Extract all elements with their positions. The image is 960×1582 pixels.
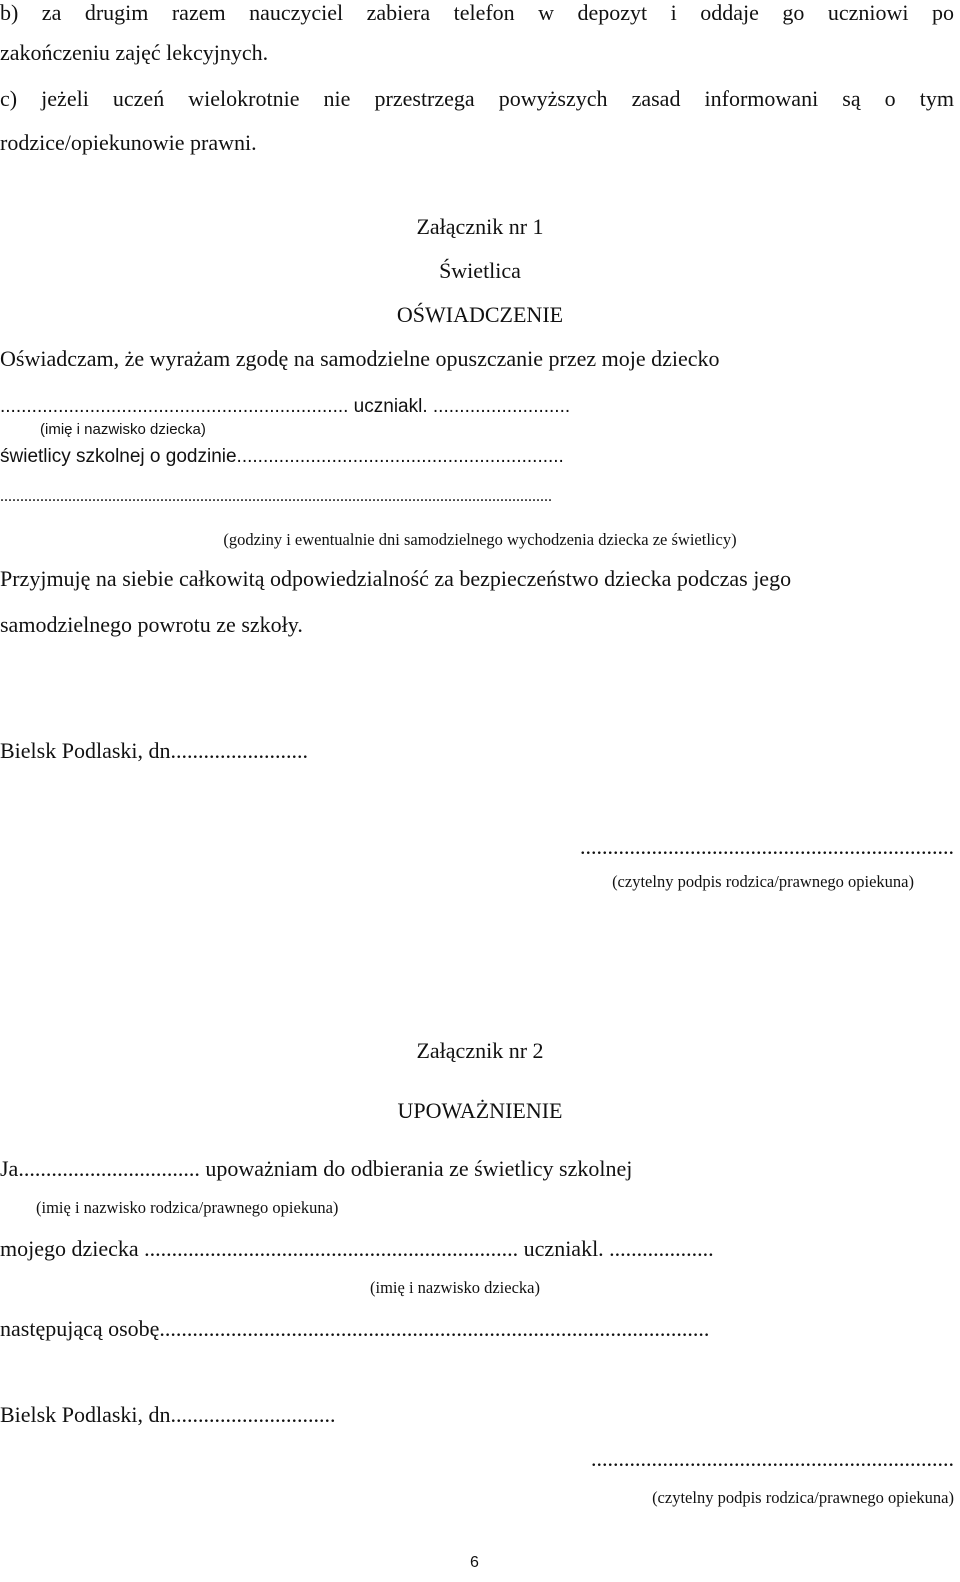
annex1-dots-line: .......................................................................................................................................... [0, 488, 552, 505]
annex2-child-caption: (imię i nazwisko dziecka) [370, 1278, 540, 1297]
annex1-heading: OŚWIADCZENIE [396, 302, 564, 327]
annex1-signature-line: .................................................................... [580, 834, 954, 859]
annex1-subtitle: Świetlica [439, 258, 521, 283]
annex1-title: Załącznik nr 1 [416, 214, 544, 239]
annex2-title: Załącznik nr 2 [416, 1038, 544, 1063]
annex1-signature-caption: (czytelny podpis rodzica/prawnego opiekuna) [612, 872, 914, 891]
point-b-line-1: b) za drugim razem nauczyciel zabiera telefon w depozyt i oddaje go uczniowi po [0, 0, 954, 25]
point-c-line-2: rodzice/opiekunowie prawni. [0, 130, 257, 155]
annex1-statement: Oświadczam, że wyrażam zgodę na samodzielne opuszczanie przez moje dziecko [0, 346, 720, 371]
annex1-child-caption: (imię i nazwisko dziecka) [40, 421, 206, 438]
annex2-person-line: następującą osobę.................................................................................................... [0, 1316, 710, 1341]
page-number: 6 [470, 1554, 479, 1571]
annex2-ja-line: Ja................................. upoważniam do odbierania ze świetlicy szkolnej [0, 1156, 633, 1181]
annex1-child-line: .................................................................. uczniakl. .......................... [0, 396, 571, 417]
annex2-child-line: mojego dziecka .................................................................... uczniakl. ................... [0, 1236, 714, 1261]
annex1-hours-caption: (godziny i ewentualnie dni samodzielnego wychodzenia dziecka ze świetlicy) [223, 530, 737, 549]
annex1-place-date: Bielsk Podlaski, dn......................... [0, 738, 309, 763]
annex1-responsibility-line-2: samodzielnego powrotu ze szkoły. [0, 612, 303, 637]
annex1-hours-line: świetlicy szkolnej o godzinie.............................................................. [0, 446, 564, 467]
point-b-line-2: zakończeniu zajęć lekcyjnych. [0, 40, 269, 65]
annex1-responsibility-line-1: Przyjmuję na siebie całkowitą odpowiedzialność za bezpieczeństwo dziecka podczas jego [0, 566, 792, 591]
annex2-signature-caption: (czytelny podpis rodzica/prawnego opiekuna) [652, 1488, 954, 1507]
annex2-place-date: Bielsk Podlaski, dn.............................. [0, 1402, 336, 1427]
point-c-line-1: c) jeżeli uczeń wielokrotnie nie przestrzega powyższych zasad informowani są o tym [0, 86, 954, 111]
child-name-field: .................................................................. [0, 396, 349, 417]
annex2-heading: UPOWAŻNIENIE [397, 1098, 563, 1123]
annex2-parent-caption: (imię i nazwisko rodzica/prawnego opiekuna) [36, 1198, 339, 1217]
annex2-signature-line: .................................................................. [591, 1446, 954, 1471]
